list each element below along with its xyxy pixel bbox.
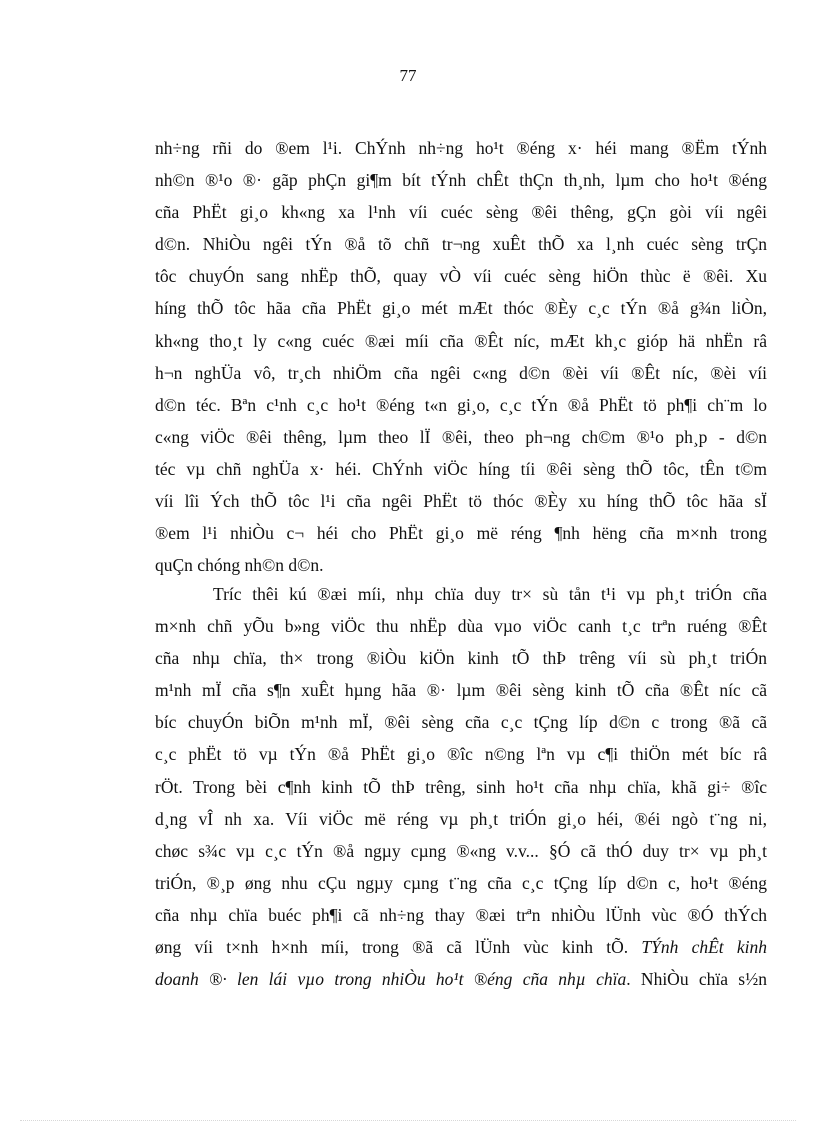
text-line: tôc chuyÓn sang nhËp thÕ, quay vÒ víi cuéc sèng hiÖn thùc ë ®êi. Xu [155, 266, 767, 287]
text-line [155, 963, 767, 995]
text-line: Tríc thêi kú ®æi míi, nhµ chïa duy tr× sù tån t¹i vµ ph¸t triÓn cña [213, 584, 767, 604]
text-line: cña PhËt gi¸o kh«ng xa l¹nh víi cuéc sèng ®êi thêng, gÇn gòi víi ngêi [155, 202, 767, 223]
italic-text-segment: TÝnh chÊt kinh [641, 937, 768, 958]
page-number: 77 [399, 66, 417, 85]
text-line: nh©n ®¹o ®· gãp phÇn gi¶m bít tÝnh chÊt thÇn th¸nh, lµm cho ho¹t ®éng [155, 170, 767, 191]
text-line: c«ng viÖc ®êi thêng, lµm theo lÏ ®êi, theo ph¬ng ch©m ®¹o ph¸p - d©n [155, 426, 767, 447]
text-line: rÖt. Trong bèi c¶nh kinh tÕ thÞ trêng, sinh ho¹t cña nhµ chïa, khã gi÷ ®îc [155, 776, 767, 797]
text-line: bíc chuyÓn biÕn m¹nh mÏ, ®êi sèng cña c¸c tÇng líp d©n c trong ®ã cã [155, 712, 767, 733]
text-line: h¬n nghÜa vô, tr¸ch nhiÖm cña ngêi c«ng d©n ®èi víi ®Êt níc, ®èi víi [155, 362, 767, 383]
text-segment: . NhiÒu chïa s½n [626, 969, 767, 990]
text-line: quÇn chóng nh©n d©n. [155, 555, 324, 576]
text-line: d©n. NhiÒu ngêi tÝn ®å tõ chñ tr¬ng xuÊt thÕ xa l¸nh cuéc sèng trÇn [155, 234, 767, 255]
text-line: m×nh chñ yÕu b»ng viÖc thu nhËp dùa vµo viÖc canh t¸c trªn ruéng ®Êt [155, 616, 767, 637]
text-line: d¸ng vÎ nh xa. Víi viÖc më réng vµ ph¸t triÓn gi¸o héi, ®éi ngò t¨ng ni, [155, 808, 767, 829]
text-line: chøc s¾c vµ c¸c tÝn ®å ngµy cµng ®«ng v.v... §Ó cã thÓ duy tr× vµ ph¸t [155, 840, 767, 861]
bottom-dotted-rule [20, 1120, 796, 1121]
text-line: cña nhµ chïa, th× trong ®iÒu kiÖn kinh tÕ thÞ trêng víi sù ph¸t triÓn [155, 648, 767, 669]
text-line: kh«ng tho¸t ly c«ng cuéc ®æi míi cña ®Êt níc, mÆt kh¸c gióp hä nhËn râ [155, 330, 767, 351]
paragraph-1 [155, 132, 767, 581]
text-line: d©n téc. Bªn c¹nh c¸c ho¹t ®éng t«n gi¸o, c¸c tÝn ®å PhËt tö ph¶i ch¨m lo [155, 394, 767, 415]
text-line [155, 931, 767, 963]
text-line: víi lîi Ých thÕ tôc l¹i cña ngêi PhËt tö thóc ®Èy xu híng thÕ tôc hãa sÏ [155, 491, 767, 512]
text-segment: øng víi t×nh h×nh míi, trong ®ã cã lÜnh vùc kinh tÕ. [155, 937, 629, 958]
text-line: m¹nh mÏ cña s¶n xuÊt hµng hãa ®· lµm ®êi sèng kinh tÕ cña ®Êt níc cã [155, 680, 767, 701]
italic-text-segment: doanh ®· len lái vµo trong nhiÒu ho¹t ®éng cña nhµ chïa [155, 969, 627, 990]
text-line: téc vµ chñ nghÜa x· héi. ChÝnh viÖc híng tíi ®êi sèng thÕ tôc, tÊn t©m [155, 458, 767, 479]
text-line: cña nhµ chïa buéc ph¶i cã nh÷ng thay ®æi trªn nhiÒu lÜnh vùc ®Ó thÝch [155, 904, 767, 925]
text-line: nh÷ng rñi do ®em l¹i. ChÝnh nh÷ng ho¹t ®éng x· héi mang ®Ëm tÝnh [155, 138, 767, 158]
text-line: ®em l¹i nhiÒu c¬ héi cho PhËt gi¸o më réng ¶nh hëng cña m×nh trong [155, 523, 767, 544]
text-line: triÓn, ®¸p øng nhu cÇu ngµy cµng t¨ng cña c¸c tÇng líp d©n c, ho¹t ®éng [155, 872, 767, 893]
text-line: híng thÕ tôc hãa cña PhËt gi¸o mét mÆt thóc ®Èy c¸c tÝn ®å g¾n liÒn, [155, 298, 767, 319]
text-line: c¸c phËt tö vµ tÝn ®å PhËt gi¸o ®îc n©ng lªn vµ c¶i thiÖn mét bíc râ [155, 744, 767, 765]
paragraph-2 [155, 578, 767, 995]
